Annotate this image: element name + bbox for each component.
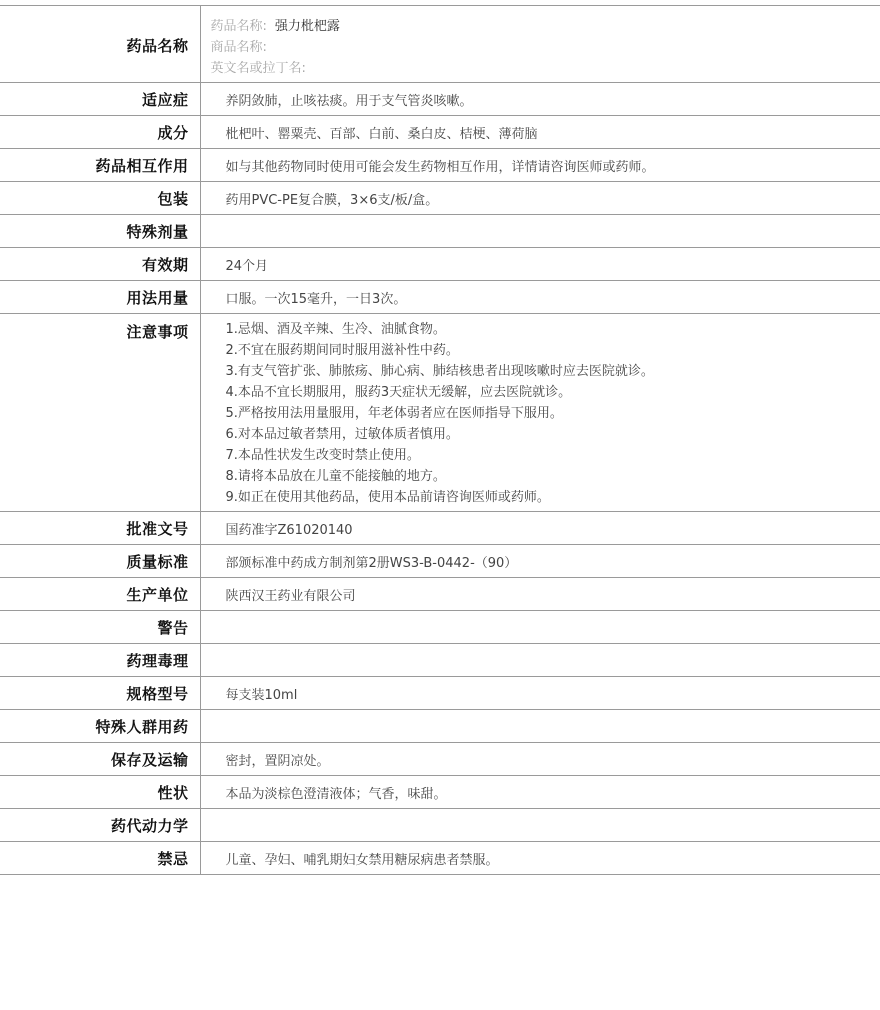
special-dosage-label: 特殊剂量	[0, 215, 200, 248]
storage-row	[0, 743, 880, 776]
precautions-label: 注意事项	[0, 314, 200, 512]
english-name-line	[211, 58, 880, 79]
warning-row	[0, 611, 880, 644]
manufacturer-value: 陕西汉王药业有限公司	[200, 578, 880, 611]
approval-number-label: 批准文号	[0, 512, 200, 545]
special-population-row	[0, 710, 880, 743]
interactions-row	[0, 149, 880, 182]
warning-value	[200, 611, 880, 644]
precaution-item: 1.忌烟、酒及辛辣、生冷、油腻食物。	[225, 322, 446, 337]
specification-label: 规格型号	[0, 677, 200, 710]
special-dosage-row	[0, 215, 880, 248]
precaution-item: 8.请将本品放在儿童不能接触的地方。	[225, 469, 446, 484]
precaution-item: 9.如正在使用其他药品，使用本品前请咨询医师或药师。	[225, 490, 550, 505]
manufacturer-label: 生产单位	[0, 578, 200, 611]
pharmacology-label: 药理毒理	[0, 644, 200, 677]
quality-standard-label: 质量标准	[0, 545, 200, 578]
dosage-value: 口服。一次15毫升，一日3次。	[200, 281, 880, 314]
special-population-value	[200, 710, 880, 743]
interactions-value: 如与其他药物同时使用可能会发生药物相互作用，详情请咨询医师或药师。	[200, 149, 880, 182]
english-name-key: 英文名或拉丁名:	[210, 61, 306, 76]
packaging-value: 药用PVC-PE复合膜，3×6支/板/盒。	[200, 182, 880, 215]
trade-name-key: 商品名称:	[210, 40, 267, 55]
pharmacokinetics-row	[0, 809, 880, 842]
drug-spec-table	[0, 5, 880, 875]
storage-label: 保存及运输	[0, 743, 200, 776]
indications-value: 养阴敛肺，止咳祛痰。用于支气管炎咳嗽。	[200, 83, 880, 116]
contraindications-row	[0, 842, 880, 875]
dosage-row	[0, 281, 880, 314]
precautions-list	[200, 314, 880, 512]
trade-name-line	[211, 37, 880, 58]
shelf-life-label: 有效期	[0, 248, 200, 281]
drug-name-label: 药品名称	[0, 6, 200, 83]
quality-standard-value: 部颁标准中药成方制剂第2册WS3-B-0442-（90）	[200, 545, 880, 578]
shelf-life-value: 24个月	[200, 248, 880, 281]
ingredients-label: 成分	[0, 116, 200, 149]
precaution-item: 2.不宜在服药期间同时服用滋补性中药。	[225, 343, 459, 358]
special-dosage-value	[200, 215, 880, 248]
quality-standard-row	[0, 545, 880, 578]
precaution-item: 7.本品性状发生改变时禁止使用。	[225, 448, 420, 463]
packaging-label: 包装	[0, 182, 200, 215]
dosage-label: 用法用量	[0, 281, 200, 314]
generic-name-value: 强力枇杷露	[274, 19, 340, 34]
appearance-label: 性状	[0, 776, 200, 809]
storage-value: 密封，置阴凉处。	[200, 743, 880, 776]
appearance-value: 本品为淡棕色澄清液体；气香，味甜。	[200, 776, 880, 809]
precautions-row	[0, 314, 880, 512]
pharmacokinetics-value	[200, 809, 880, 842]
ingredients-row	[0, 116, 880, 149]
approval-number-row	[0, 512, 880, 545]
precaution-item: 4.本品不宜长期服用，服药3天症状无缓解，应去医院就诊。	[225, 385, 572, 400]
precaution-item: 5.严格按用法用量服用，年老体弱者应在医师指导下服用。	[225, 406, 563, 421]
drug-name-row	[0, 6, 880, 83]
manufacturer-row	[0, 578, 880, 611]
approval-number-value: 国药准字Z61020140	[200, 512, 880, 545]
interactions-label: 药品相互作用	[0, 149, 200, 182]
warning-label: 警告	[0, 611, 200, 644]
specification-value: 每支装10ml	[200, 677, 880, 710]
precaution-item: 3.有支气管扩张、肺脓疡、肺心病、肺结核患者出现咳嗽时应去医院就诊。	[225, 364, 654, 379]
pharmacology-value	[200, 644, 880, 677]
drug-name-cell	[200, 6, 880, 83]
appearance-row	[0, 776, 880, 809]
packaging-row	[0, 182, 880, 215]
contraindications-label: 禁忌	[0, 842, 200, 875]
generic-name-line	[211, 16, 880, 37]
generic-name-key: 药品名称:	[210, 19, 267, 34]
indications-label: 适应症	[0, 83, 200, 116]
specification-row	[0, 677, 880, 710]
special-population-label: 特殊人群用药	[0, 710, 200, 743]
precaution-item: 6.对本品过敏者禁用，过敏体质者慎用。	[225, 427, 459, 442]
contraindications-value: 儿童、孕妇、哺乳期妇女禁用糖尿病患者禁服。	[200, 842, 880, 875]
indications-row	[0, 83, 880, 116]
pharmacokinetics-label: 药代动力学	[0, 809, 200, 842]
pharmacology-row	[0, 644, 880, 677]
ingredients-value: 枇杷叶、罂粟壳、百部、白前、桑白皮、桔梗、薄荷脑	[200, 116, 880, 149]
shelf-life-row	[0, 248, 880, 281]
